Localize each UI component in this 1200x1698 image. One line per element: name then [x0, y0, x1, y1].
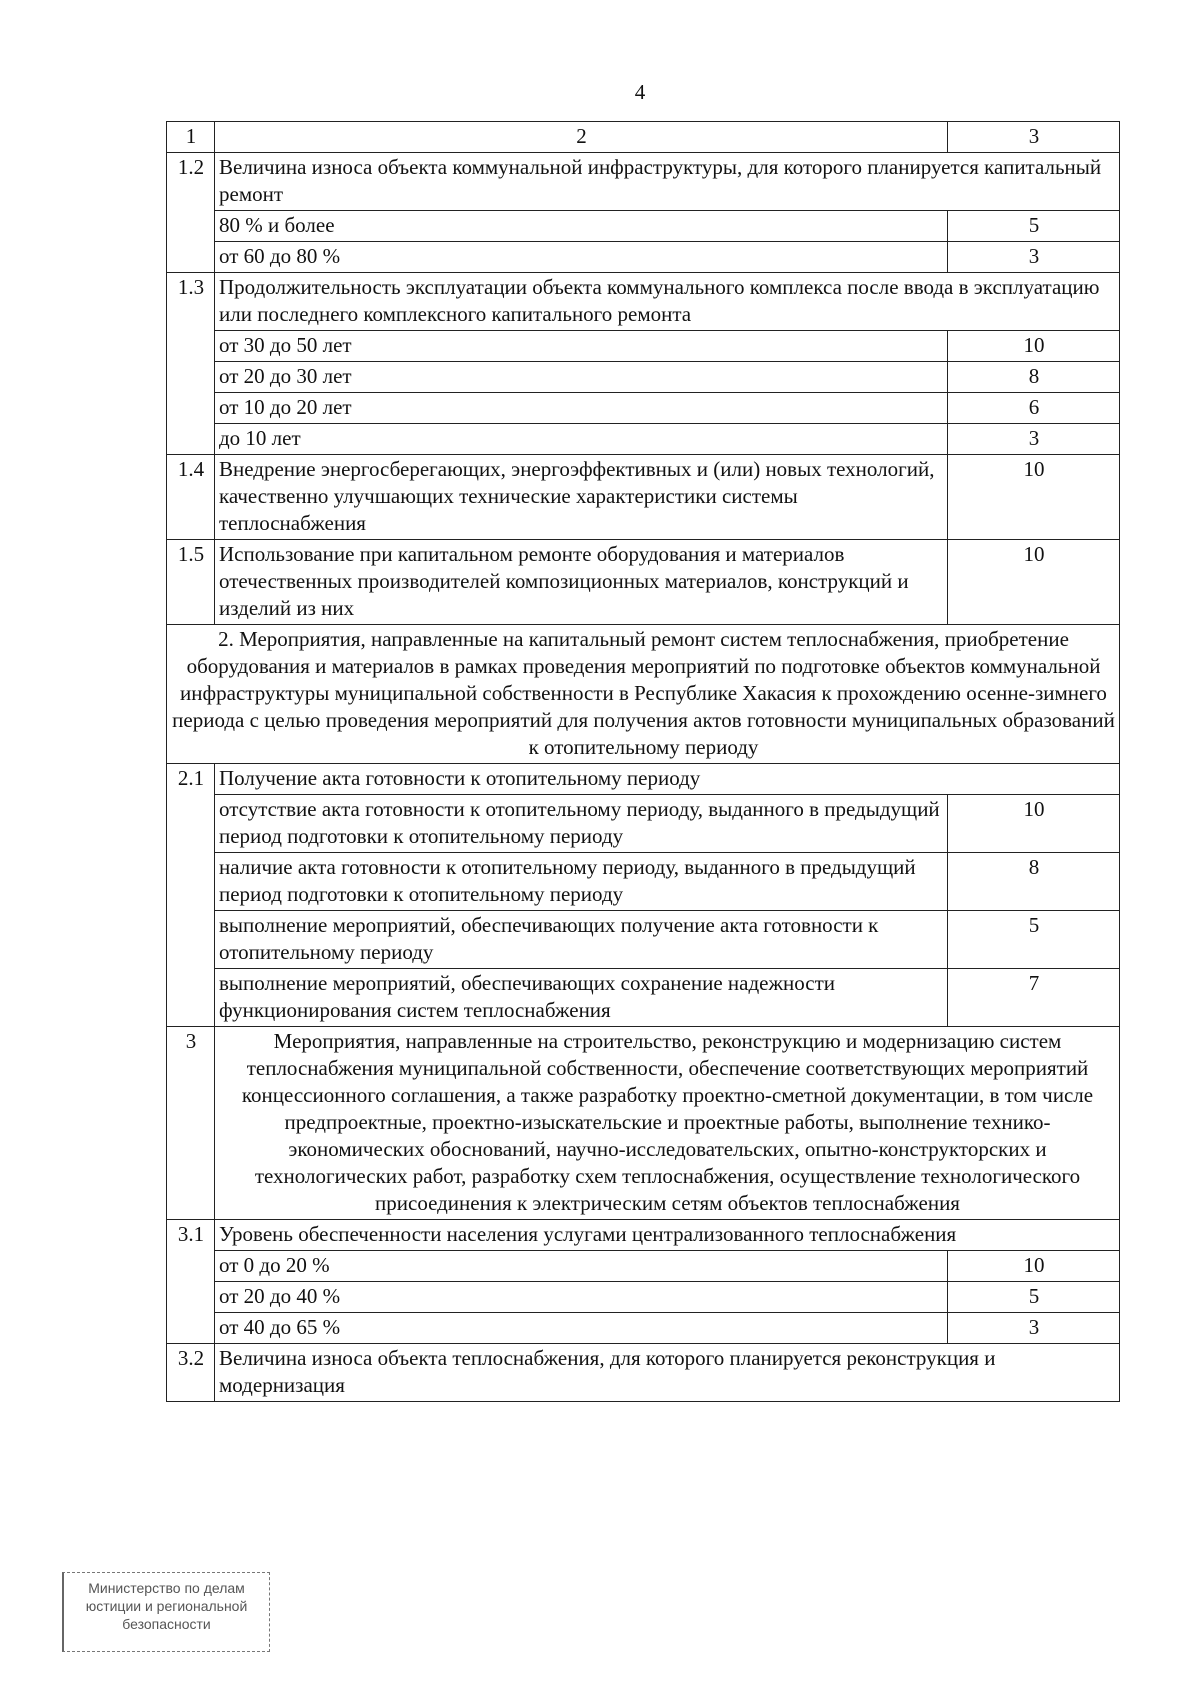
table-row — [167, 911, 1120, 969]
item-number: 1.2 — [167, 153, 215, 273]
table-row — [167, 764, 1120, 795]
criterion-option: отсутствие акта готовности к отопительному периоду, выданного в предыдущий период подготовки к отопительному периоду — [215, 795, 948, 853]
score-value: 5 — [948, 211, 1120, 242]
criterion-option: выполнение мероприятий, обеспечивающих сохранение надежности функционирования систем теплоснабжения — [215, 969, 948, 1027]
criterion-option: от 20 до 40 % — [215, 1282, 948, 1313]
table-row — [167, 424, 1120, 455]
score-value: 3 — [948, 1313, 1120, 1344]
table-row — [167, 969, 1120, 1027]
table-row — [167, 273, 1120, 331]
criterion-title: Использование при капитальном ремонте оборудования и материалов отечественных производителей композиционных материалов, конструкций и изделий из них — [215, 540, 948, 625]
score-value: 10 — [948, 540, 1120, 625]
criterion-title: Получение акта готовности к отопительному периоду — [215, 764, 1120, 795]
criterion-title: Величина износа объекта теплоснабжения, для которого планируется реконструкция и модернизация — [215, 1344, 1120, 1402]
criterion-title: Величина износа объекта коммунальной инфраструктуры, для которого планируется капитальный ремонт — [215, 153, 1120, 211]
criterion-option: от 10 до 20 лет — [215, 393, 948, 424]
section-heading: Мероприятия, направленные на строительство, реконструкцию и модернизацию систем теплоснабжения муниципальной собственности, обеспечение соответствующих мероприятий концессионного соглашения, а также разработку проектно-сметной документации, в том числе предпроектные, проектно-изыскательские и проектные работы, выполнение технико-экономических обоснований, научно-исследовательских, опытно-конструкторских и технологических работ, разработку схем теплоснабжения, осуществление технологического присоединения к электрическим сетям объектов теплоснабжения — [215, 1027, 1120, 1220]
criterion-option: до 10 лет — [215, 424, 948, 455]
header-cell-3: 3 — [948, 122, 1120, 153]
score-value: 6 — [948, 393, 1120, 424]
page-number: 4 — [634, 80, 646, 104]
table-row — [167, 853, 1120, 911]
header-cell-2: 2 — [215, 122, 948, 153]
section-row — [167, 1027, 1120, 1220]
table-row — [167, 393, 1120, 424]
score-value: 10 — [948, 1251, 1120, 1282]
criterion-option: от 60 до 80 % — [215, 242, 948, 273]
table-row — [167, 795, 1120, 853]
criterion-option: от 0 до 20 % — [215, 1251, 948, 1282]
criterion-option: от 20 до 30 лет — [215, 362, 948, 393]
criterion-option: наличие акта готовности к отопительному периоду, выданного в предыдущий период подготовки к отопительному периоду — [215, 853, 948, 911]
item-number: 1.5 — [167, 540, 215, 625]
table-row — [167, 331, 1120, 362]
criterion-title: Уровень обеспеченности населения услугами централизованного теплоснабжения — [215, 1220, 1120, 1251]
score-value: 7 — [948, 969, 1120, 1027]
score-value: 3 — [948, 424, 1120, 455]
header-cell-1: 1 — [167, 122, 215, 153]
criterion-title: Продолжительность эксплуатации объекта коммунального комплекса после ввода в эксплуатацию или последнего комплексного капитального ремонта — [215, 273, 1120, 331]
criterion-option: от 40 до 65 % — [215, 1313, 948, 1344]
item-number: 1.4 — [167, 455, 215, 540]
score-value: 10 — [948, 795, 1120, 853]
criterion-option: 80 % и более — [215, 211, 948, 242]
criterion-title: Внедрение энергосберегающих, энергоэффективных и (или) новых технологий, качественно улучшающих технические характеристики системы теплоснабжения — [215, 455, 948, 540]
score-value: 10 — [948, 331, 1120, 362]
criteria-table — [166, 121, 1120, 1402]
criterion-option: выполнение мероприятий, обеспечивающих получение акта готовности к отопительному периоду — [215, 911, 948, 969]
table-row — [167, 1344, 1120, 1402]
section-number: 3 — [167, 1027, 215, 1220]
criterion-option: от 30 до 50 лет — [215, 331, 948, 362]
table-row — [167, 1313, 1120, 1344]
table-row — [167, 540, 1120, 625]
section-heading: 2. Мероприятия, направленные на капитальный ремонт систем теплоснабжения, приобретение оборудования и материалов в рамках проведения мероприятий по подготовке объектов коммунальной инфраструктуры муниципальной собственности в Республике Хакасия к прохождению осенне-зимнего периода с целью проведения мероприятий для получения актов готовности муниципальных образований к отопительному периоду — [167, 625, 1120, 764]
table-row — [167, 362, 1120, 393]
item-number: 3.1 — [167, 1220, 215, 1344]
item-number: 1.3 — [167, 273, 215, 455]
score-value: 3 — [948, 242, 1120, 273]
table-header-row — [167, 122, 1120, 153]
item-number: 3.2 — [167, 1344, 215, 1402]
table-row — [167, 1251, 1120, 1282]
table-row — [167, 242, 1120, 273]
table-row — [167, 1282, 1120, 1313]
ministry-stamp — [62, 1572, 270, 1652]
table-row — [167, 455, 1120, 540]
table-row — [167, 153, 1120, 211]
stamp-text: Министерство по делам юстиции и региональной безопасности — [85, 1580, 248, 1632]
table-row — [167, 1220, 1120, 1251]
item-number: 2.1 — [167, 764, 215, 1027]
section-row — [167, 625, 1120, 764]
score-value: 5 — [948, 911, 1120, 969]
score-value: 10 — [948, 455, 1120, 540]
score-value: 5 — [948, 1282, 1120, 1313]
score-value: 8 — [948, 362, 1120, 393]
table-row — [167, 211, 1120, 242]
score-value: 8 — [948, 853, 1120, 911]
